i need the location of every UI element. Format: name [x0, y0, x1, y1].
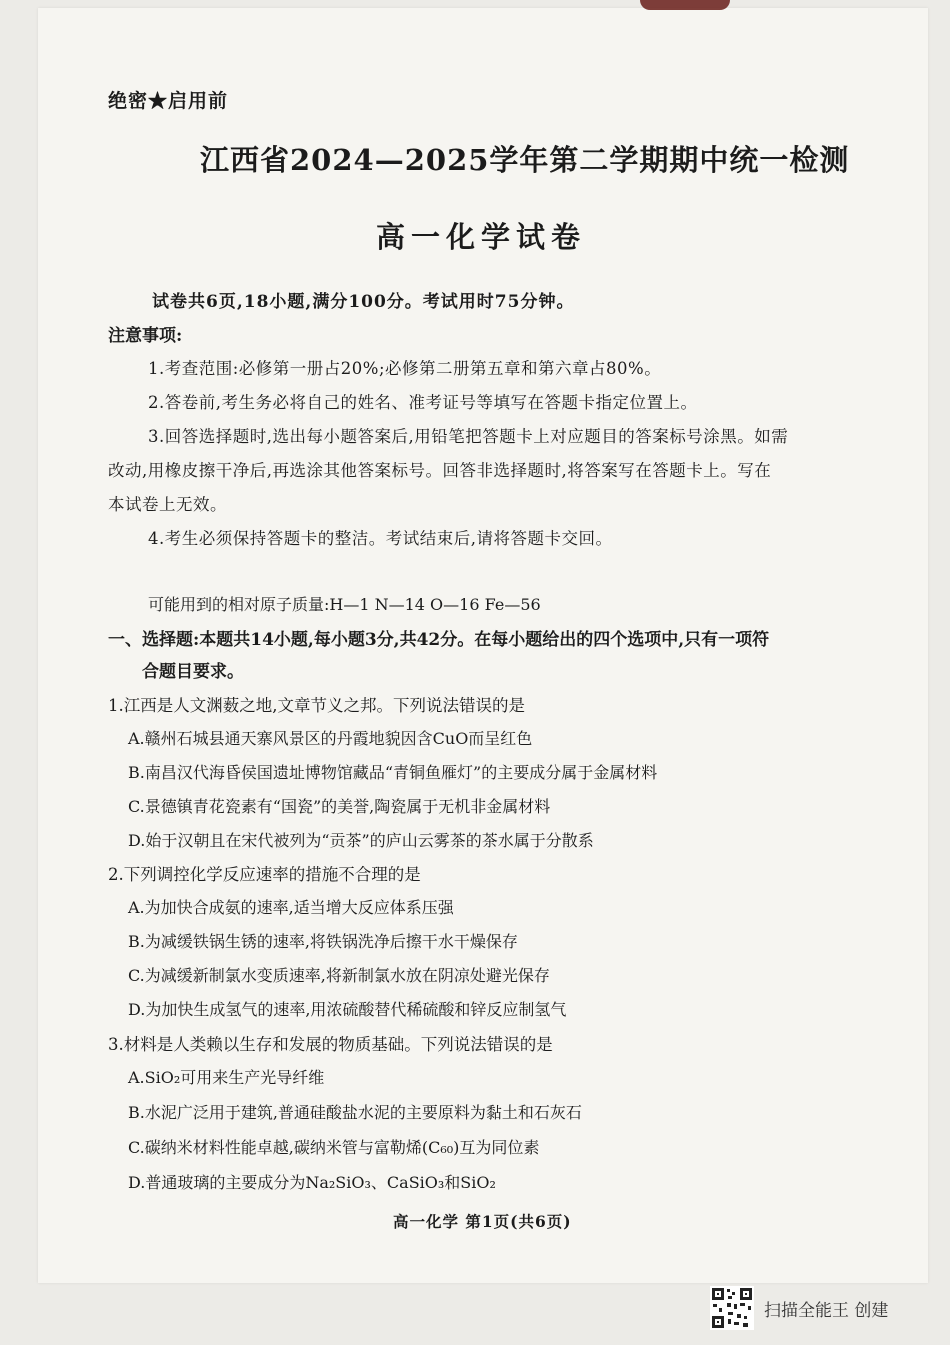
note-line: 改动,用橡皮擦干净后,再选涂其他答案标号。回答非选择题时,将答案写在答题卡上。写在: [108, 461, 772, 480]
question-option: C.景德镇青花瓷素有“国瓷”的美誉,陶瓷属于无机非金属材料: [128, 797, 551, 816]
question-option: D.普通玻璃的主要成分为Na₂SiO₃、CaSiO₃和SiO₂: [128, 1173, 496, 1192]
note-line: 本试卷上无效。: [108, 495, 227, 514]
stain-mark: [640, 0, 730, 10]
exam-info: 试卷共6页,18小题,满分100分。考试用时75分钟。: [152, 292, 575, 312]
question-option: A.赣州石城县通天寨风景区的丹霞地貌因含CuO而呈红色: [128, 729, 533, 748]
question-option: B.为减缓铁锅生锈的速率,将铁锅洗净后擦干水干燥保存: [128, 932, 518, 951]
exam-title: 江西省2024—2025学年第二学期期中统一检测: [200, 143, 850, 177]
section-heading-cont: 合题目要求。: [142, 662, 244, 682]
question-option: A.SiO₂可用来生产光导纤维: [128, 1068, 325, 1087]
question-option: A.为加快合成氨的速率,适当增大反应体系压强: [128, 898, 454, 917]
question-option: B.水泥广泛用于建筑,普通硅酸盐水泥的主要原料为黏土和石灰石: [128, 1103, 582, 1122]
question-stem: 1.江西是人文渊薮之地,文章节义之邦。下列说法错误的是: [108, 696, 525, 715]
note-line: 4.考生必须保持答题卡的整洁。考试结束后,请将答题卡交回。: [148, 529, 613, 548]
question-option: D.为加快生成氢气的速率,用浓硫酸替代稀硫酸和锌反应制氢气: [128, 1000, 567, 1019]
page-footer: 高一化学 第1页(共6页): [393, 1212, 572, 1231]
question-option: D.始于汉朝且在宋代被列为“贡茶”的庐山云雾茶的茶水属于分散系: [128, 831, 594, 850]
note-line: 3.回答选择题时,选出每小题答案后,用铅笔把答题卡上对应题目的答案标号涂黑。如需: [148, 427, 789, 446]
watermark-text: 扫描全能王 创建: [764, 1300, 889, 1321]
question-option: C.为减缓新制氯水变质速率,将新制氯水放在阴凉处避光保存: [128, 966, 550, 985]
question-stem: 3.材料是人类赖以生存和发展的物质基础。下列说法错误的是: [108, 1035, 553, 1054]
confidential-label: 绝密★启用前: [108, 90, 229, 112]
question-option: C.碳纳米材料性能卓越,碳纳米管与富勒烯(C₆₀)互为同位素: [128, 1138, 540, 1157]
notes-heading: 注意事项:: [108, 326, 183, 346]
question-stem: 2.下列调控化学反应速率的措施不合理的是: [108, 865, 421, 884]
note-line: 2.答卷前,考生务必将自己的姓名、准考证号等填写在答题卡指定位置上。: [148, 393, 698, 412]
exam-subtitle: 高一化学试卷: [376, 220, 587, 254]
atomic-masses: 可能用到的相对原子质量:H—1 N—14 O—16 Fe—56: [148, 595, 541, 614]
qr-code-icon: [710, 1286, 754, 1330]
section-heading: 一、选择题:本题共14小题,每小题3分,共42分。在每小题给出的四个选项中,只有一项符: [108, 630, 770, 650]
scanner-watermark: [710, 1286, 888, 1330]
note-line: 1.考查范围:必修第一册占20%;必修第二册第五章和第六章占80%。: [148, 359, 662, 378]
question-option: B.南昌汉代海昏侯国遗址博物馆藏品“青铜鱼雁灯”的主要成分属于金属材料: [128, 763, 658, 782]
